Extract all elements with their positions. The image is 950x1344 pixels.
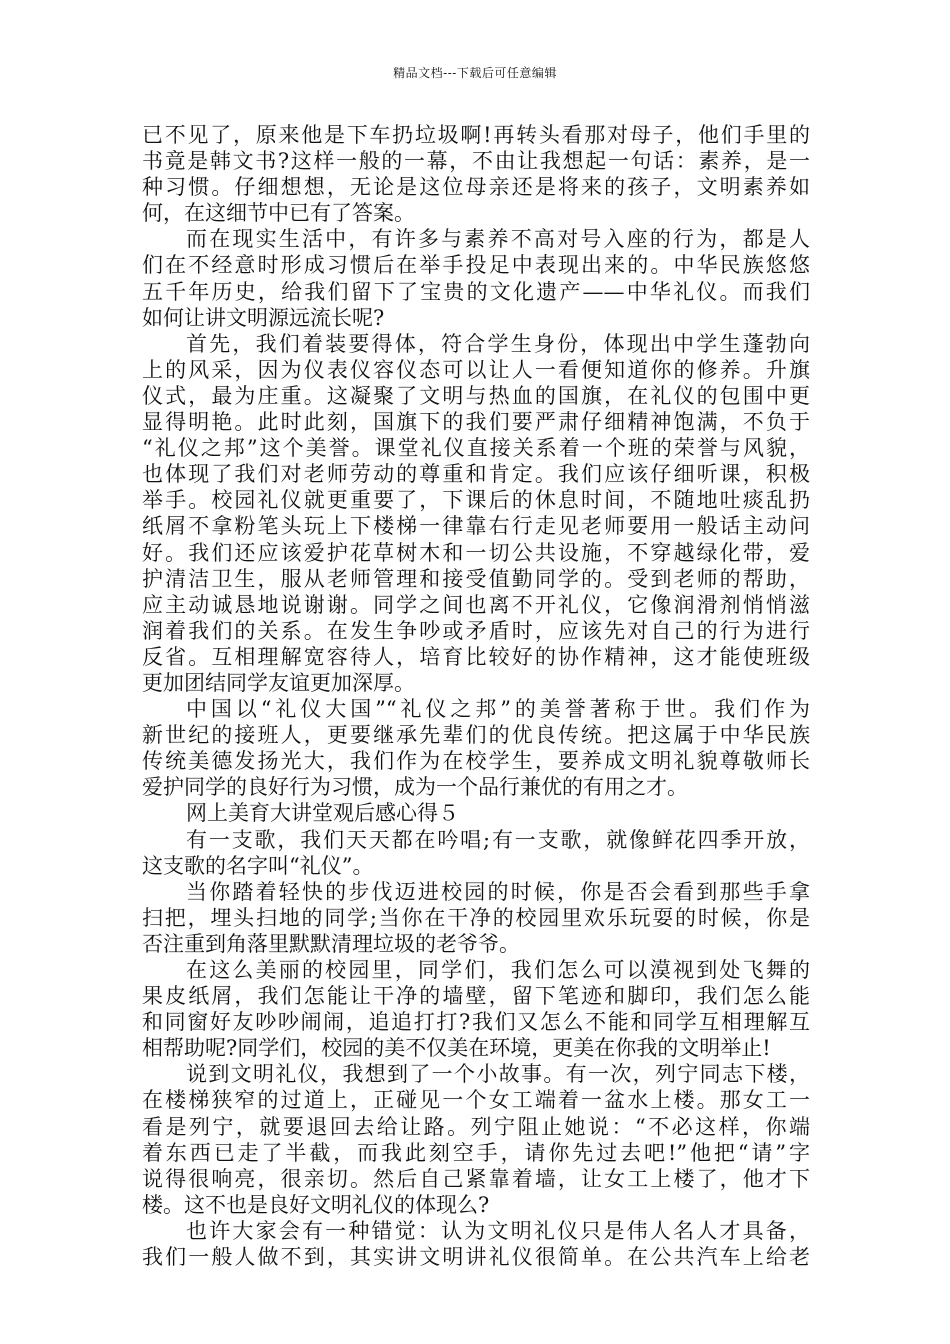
text-line: 纸屑不拿粉笔头玩上下楼梯一律靠右行走见老师要用一般话主动问 (142, 514, 810, 539)
text-line: 和同窗好友吵吵闹闹，追追打打?我们又怎么不能和同学互相理解互 (142, 1010, 810, 1035)
text-line: 好。我们还应该爱护花草树木和一切公共设施，不穿越绿化带，爱 (142, 540, 810, 565)
text-line: 反省。互相理解宽容待人，培育比较好的协作精神，这才能使班级 (142, 644, 810, 669)
text-line: 说到文明礼仪，我想到了一个小故事。有一次，列宁同志下楼， (186, 1062, 810, 1087)
text-line: 已不见了，原来他是下车扔垃圾啊!再转头看那对母子，他们手里的 (142, 123, 810, 147)
text-line: 楼。这不也是良好文明礼仪的体现么? (142, 1192, 490, 1217)
text-line: 首先，我们着装要得体，符合学生身份，体现出中学生蓬勃向 (186, 331, 810, 356)
text-line: 也许大家会有一种错觉：认为文明礼仪只是伟人名人才具备， (186, 1218, 810, 1243)
text-line: 也体现了我们对老师劳动的尊重和肯定。我们应该仔细听课，积极 (142, 462, 810, 487)
text-line: 润着我们的关系。在发生争吵或矛盾时，应该先对自己的行为进行 (142, 618, 810, 643)
text-line: “礼仪之邦”这个美誉。课堂礼仪直接关系着一个班的荣誉与风貌， (142, 436, 810, 461)
text-line: 举手。校园礼仪就更重要了，下课后的休息时间，不随地吐痰乱扔 (142, 488, 810, 513)
text-line: 我们一般人做不到，其实讲文明讲礼仪很简单。在公共汽车上给老 (142, 1245, 810, 1270)
text-line: 在楼梯狭窄的过道上，正碰见一个女工端着一盆水上楼。那女工一 (142, 1088, 810, 1113)
text-line: 扫把，埋头扫地的同学;当你在干净的校园里欢乐玩耍的时候，你是 (142, 905, 810, 930)
text-line: 网上美育大讲堂观后感心得５ (186, 801, 459, 826)
text-line: 看是列宁，就要退回去给让路。列宁阻止她说：“不必这样，你端 (142, 1114, 810, 1139)
document-body (142, 122, 810, 1270)
text-line: 传统美德发扬光大，我们作为在校学生，要养成文明礼貌尊敬师长 (142, 749, 810, 774)
text-line: 书竟是韩文书?这样一般的一幕，不由让我想起一句话：素养，是一 (142, 149, 810, 174)
text-line: 有一支歌，我们天天都在吟唱;有一支歌，就像鲜花四季开放， (186, 827, 810, 852)
text-line: 着东西已走了半截，而我此刻空手，请你先过去吧!”他把“请”字 (142, 1140, 810, 1165)
text-line: 在这么美丽的校园里，同学们，我们怎么可以漠视到处飞舞的 (186, 958, 810, 982)
text-line: 相帮助呢?同学们，校园的美不仅美在环境，更美在你我的文明举止! (142, 1036, 771, 1061)
page-header: 精品文档---下载后可任意编辑 (393, 66, 557, 80)
text-line: 爱护同学的良好行为习惯，成为一个品行兼优的有用之才。 (142, 775, 688, 800)
text-line: 应主动诚恳地说谢谢。同学之间也离不开礼仪，它像润滑剂悄悄滋 (142, 592, 810, 617)
text-line: 们在不经意时形成习惯后在举手投足中表现出来的。中华民族悠悠 (142, 253, 810, 278)
text-line: 新世纪的接班人，更要继承先辈们的优良传统。把这属于中华民族 (142, 723, 810, 748)
text-line: 仪式，最为庄重。这凝聚了文明与热血的国旗，在礼仪的包围中更 (142, 383, 810, 408)
text-line: 护清洁卫生，服从老师管理和接受值勤同学的。受到老师的帮助， (142, 566, 810, 591)
text-line: 何，在这细节中已有了答案。 (142, 201, 415, 226)
text-line: 中国以“礼仪大国”“礼仪之邦”的美誉著称于世。我们作为 (186, 697, 810, 722)
text-line: 果皮纸屑，我们怎能让干净的墙壁，留下笔迹和脚印，我们怎么能 (142, 984, 810, 1009)
text-line: 说得很响亮，很亲切。然后自己紧靠着墙，让女工上楼了，他才下 (142, 1166, 810, 1191)
text-line: 当你踏着轻快的步伐迈进校园的时候，你是否会看到那些手拿 (186, 879, 810, 904)
text-line: 否注重到角落里默默清理垃圾的老爷爷。 (142, 931, 520, 956)
text-line: 而在现实生活中，有许多与素养不高对号入座的行为，都是人 (186, 227, 810, 252)
text-line: 如何让讲文明源远流长呢? (142, 305, 385, 330)
text-line: 上的风采，因为仪表仪容仪态可以让人一看便知道你的修养。升旗 (142, 357, 810, 382)
text-line: 这支歌的名字叫“礼仪”。 (142, 853, 374, 878)
text-line: 种习惯。仔细想想，无论是这位母亲还是将来的孩子，文明素养如 (142, 175, 810, 200)
text-line: 五千年历史，给我们留下了宝贵的文化遗产——中华礼仪。而我们 (142, 279, 810, 304)
text-line: 更加团结同学友谊更加深厚。 (142, 670, 415, 695)
text-line: 显得明艳。此时此刻，国旗下的我们要严肃仔细精神饱满，不负于 (142, 410, 810, 435)
